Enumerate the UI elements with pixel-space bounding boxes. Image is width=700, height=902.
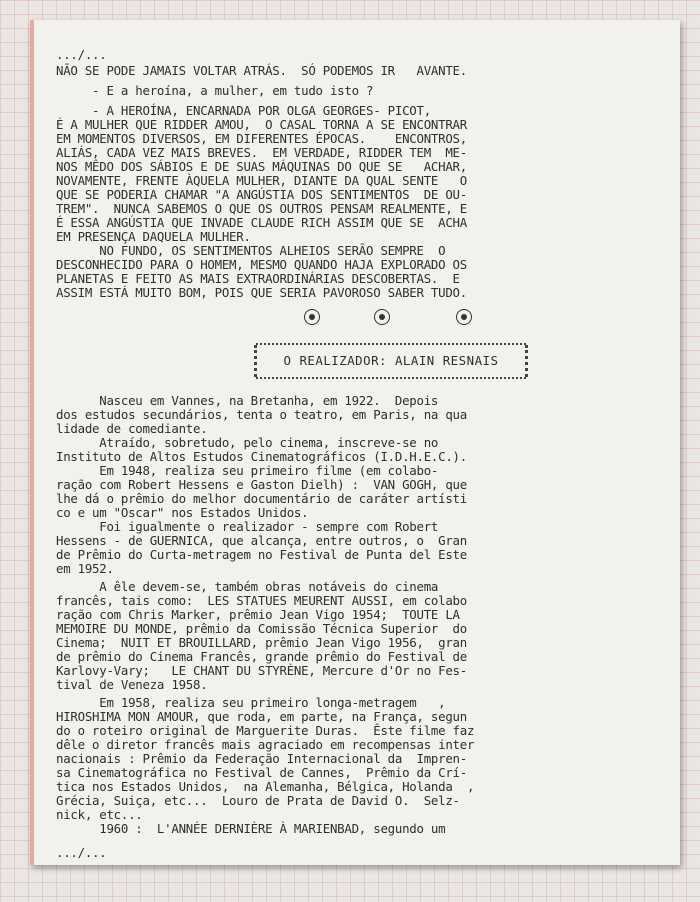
text-line: Atraído, sobretudo, pelo cinema, inscreve-se no [56,435,439,450]
continuation-bottom: .../... [56,845,107,860]
text-line: NOS MÊDO DOS SÁBIOS E DE SUAS MÁQUINAS DO QUE SE ACHAR, [56,159,467,174]
text-line: Nasceu em Vannes, na Bretanha, em 1922. Depois [56,393,439,408]
text-line: lidade de comediante. [56,421,208,436]
text-line: dêle o diretor francês mais agraciado em recompensas inter [56,737,475,752]
text-line: Foi igualmente o realizador - sempre com Robert [56,519,439,534]
text-line: É ESSA ANGÚSTIA QUE INVADE CLAUDE RICH ASSIM QUE SE ACHA [56,215,467,230]
separator-circle-icon [456,309,472,325]
section-title-box [256,343,526,379]
text-line: nick, etc... [56,807,143,822]
text-line: tival de Veneza 1958. [56,677,208,692]
text-line: Instituto de Altos Estudos Cinematográficos (I.D.H.E.C.). [56,449,467,464]
text-line: Hessens - de GUERNICA, que alcança, entre outros, o Gran [56,533,467,548]
text-line: ração com Chris Marker, prêmio Jean Vigo 1954; TOUTE LA [56,607,460,622]
text-line: tica nos Estados Unidos, na Alemanha, Bélgica, Holanda , [56,779,475,794]
text-line: PLANETAS E FEITO AS MAIS EXTRAORDINÁRIAS DESCOBERTAS. E [56,271,460,286]
separator-circle-icon [304,309,320,325]
text-line: Karlovy-Vary; LE CHANT DU STYRÈNE, Mercure d'Or no Fes- [56,663,467,678]
text-line: É A MULHER QUE RIDDER AMOU, O CASAL TORNA A SE ENCONTRAR [56,117,467,132]
text-line: MEMOIRE DU MONDE, prêmio da Comissão Técnica Superior do [56,621,467,636]
text-line: TREM". NUNCA SABEMOS O QUE OS OUTROS PENSAM REALMENTE, E [56,201,467,216]
text-line: NO FUNDO, OS SENTIMENTOS ALHEIOS SERÃO SEMPRE O [56,243,446,258]
text-line: sa Cinematográfica no Festival de Cannes, Prêmio da Crí- [56,765,467,780]
text-line: ração com Robert Hessens e Gaston Dielh) : VAN GOGH, que [56,477,467,492]
continuation-top: .../... [56,47,107,62]
text-line: nacionais : Prêmio da Federação Internacional da Impren- [56,751,467,766]
text-line: EM PRESENÇA DAQUELA MULHER. [56,229,251,244]
text-line: HIROSHIMA MON AMOUR, que roda, em parte, na França, segun [56,709,467,724]
text-line: QUE SE PODERIA CHAMAR "A ANGÚSTIA DOS SENTIMENTOS DE OU- [56,187,467,202]
text-line: NÃO SE PODE JAMAIS VOLTAR ATRÁS. SÓ PODEMOS IR AVANTE. [56,63,467,78]
text-line: Cinema; NUIT ET BROUILLARD, prêmio Jean Vigo 1956, gran [56,635,467,650]
text-line: - A HEROÍNA, ENCARNADA POR OLGA GEORGES- PICOT, [56,103,431,118]
text-line: de Prêmio do Curta-metragem no Festival de Punta del Este [56,547,467,562]
text-line: em 1952. [56,561,114,576]
text-line: do o roteiro original de Marguerite Duras. Êste filme faz [56,723,475,738]
typed-page [30,20,680,865]
text-line: lhe dá o prêmio do melhor documentário de caráter artísti [56,491,467,506]
text-line: EM MOMENTOS DIVERSOS, EM DIFERENTES ÉPOCAS. ENCONTROS, [56,131,467,146]
text-line: co e um "Oscar" nos Estados Unidos. [56,505,309,520]
separator-circle-icon [374,309,390,325]
text-line: Em 1958, realiza seu primeiro longa-metragem , [56,695,446,710]
text-line: DESCONHECIDO PARA O HOMEM, MESMO QUANDO HAJA EXPLORADO OS [56,257,467,272]
section-title: O REALIZADOR: ALAIN RESNAIS [283,352,499,368]
text-line: Grécia, Suiça, etc... Louro de Prata de David O. Selz- [56,793,460,808]
text-line: NOVAMENTE, FRENTE ÀQUELA MULHER, DIANTE DA QUAL SENTE O [56,173,467,188]
text-line: de prêmio do Cinema Francês, grande prêmio do Festival de [56,649,467,664]
text-line: dos estudos secundários, tenta o teatro, em Paris, na qua [56,407,467,422]
text-line: francês, tais como: LES STATUES MEURENT AUSSI, em colabo [56,593,467,608]
text-line: ASSIM ESTÁ MUITO BOM, POIS QUE SERIA PAVOROSO SABER TUDO. [56,285,467,300]
text-line: - E a heroína, a mulher, em tudo isto ? [56,83,374,98]
text-line: A êle devem-se, também obras notáveis do cinema [56,579,439,594]
text-line: ALIÁS, CADA VEZ MAIS BREVES. EM VERDADE, RIDDER TEM ME- [56,145,467,160]
text-line: Em 1948, realiza seu primeiro filme (em colabo- [56,463,439,478]
text-line: 1960 : L'ANNÉE DERNIÈRE À MARIENBAD, segundo um [56,821,446,836]
